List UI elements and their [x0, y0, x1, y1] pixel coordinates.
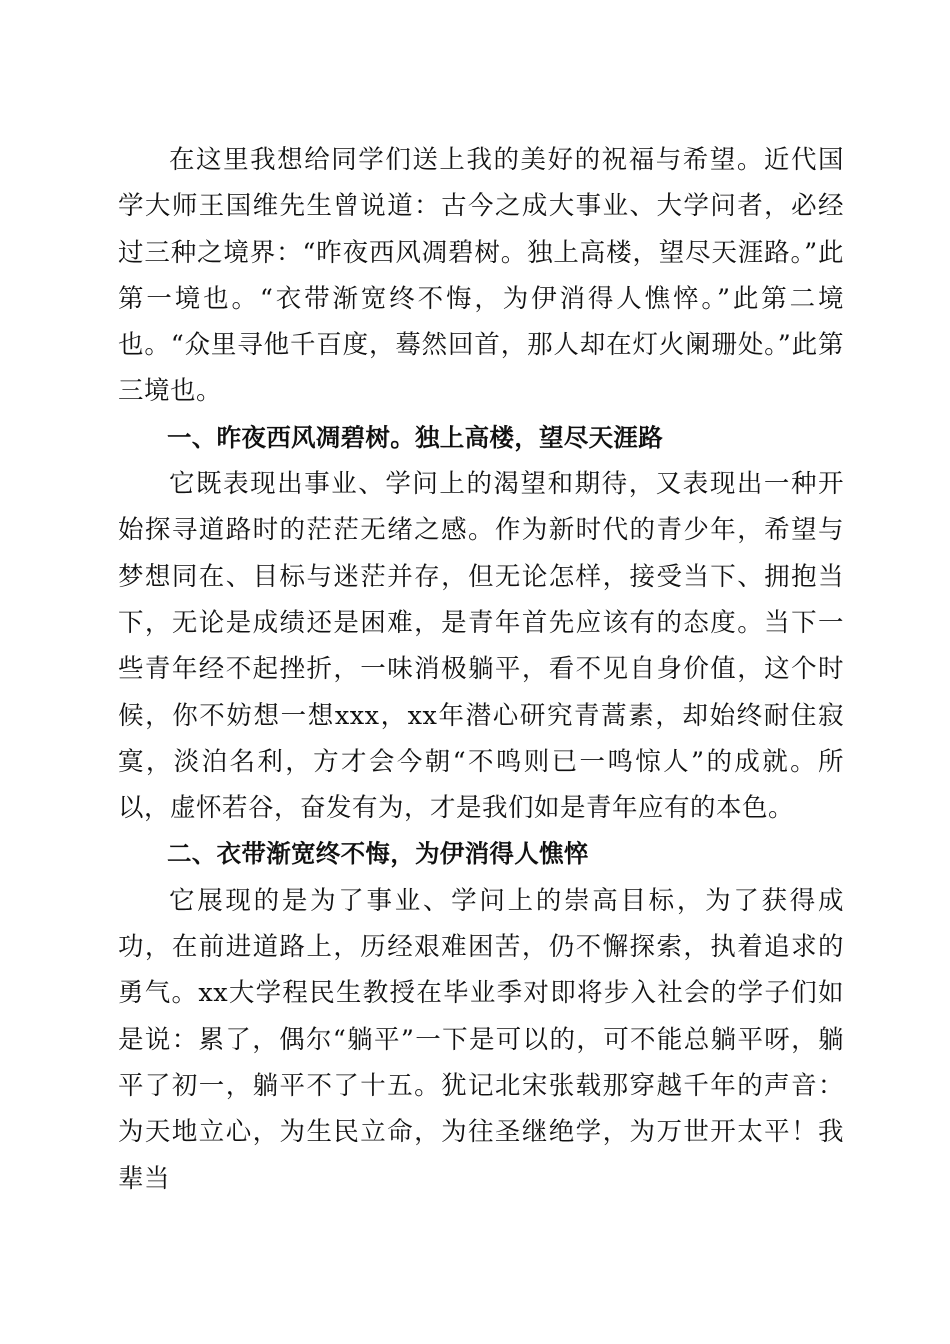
document-body [118, 137, 844, 1202]
section-heading-one: 一、昨夜西风凋碧树。独上高楼，望尽天涯路 [167, 422, 663, 452]
section-heading-two: 二、衣带渐宽终不悔，为伊消得人憔悴 [167, 839, 589, 869]
paragraph-section-two: 它展现的是为了事业、学问上的崇高目标，为了获得成功，在前进道路上，历经艰难困苦，仍不懈探索，执着追求的勇气。xx大学程民生教授在毕业季对即将步入社会的学子们如是说：累了，偶尔“躺平”一下是可以的，可不能总躺平呀，躺平了初一，躺平不了十五。犹记北宋张载那穿越千年的声音：为天地立心，为生民立命，为往圣继绝学，为万世开太平！我辈当 [118, 885, 844, 1194]
paragraph-section-one: 它既表现出事业、学问上的渴望和期待，又表现出一种开始探寻道路时的茫茫无绪之感。作为新时代的青少年，希望与梦想同在、目标与迷茫并存，但无论怎样，接受当下、拥抱当下，无论是成绩还是困难，是青年首先应该有的态度。当下一些青年经不起挫折，一味消极躺平，看不见自身价值，这个时候，你不妨想一想xxx，xx年潜心研究青蒿素，却始终耐住寂寞，淡泊名利，方才会今朝“不鸣则已一鸣惊人”的成就。所以，虚怀若谷，奋发有为，才是我们如是青年应有的本色。 [118, 469, 844, 824]
paragraph-intro: 在这里我想给同学们送上我的美好的祝福与希望。近代国学大师王国维先生曾说道：古今之成大事业、大学问者，必经过三种之境界：“昨夜西风凋碧树。独上高楼，望尽天涯路。”此第一境也。“衣带渐宽终不悔，为伊消得人憔悴。”此第二境也。“众里寻他千百度，蓦然回首，那人却在灯火阑珊处。”此第三境也。 [118, 145, 844, 407]
